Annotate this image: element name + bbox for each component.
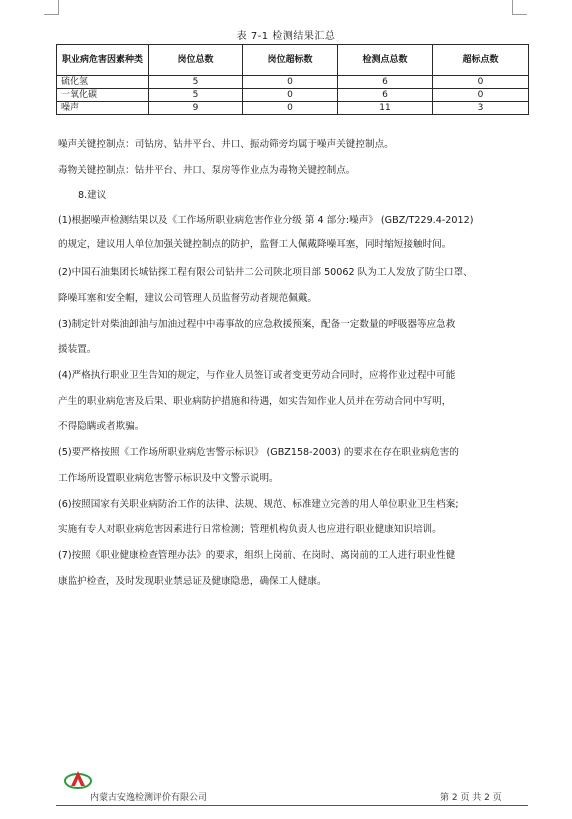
footer-company-name: 内蒙古安逸检测评价有限公司 bbox=[90, 793, 208, 803]
table-row bbox=[57, 89, 529, 102]
suggestion-4-line-1: (4)严格执行职业卫生告知的规定，与作业人员签订或者变更劳动合同时，应将作业过程中可能 bbox=[58, 370, 456, 381]
suggestion-3-line-2: 援装置。 bbox=[58, 344, 97, 355]
header-point-exceed: 超标点数 bbox=[433, 45, 529, 76]
table-header-row bbox=[57, 45, 529, 76]
suggestion-2-line-1: (2)中国石油集团长城钻探工程有限公司钻井二公司陕北项目部 50062 队为工人发放了防尘口罩、 bbox=[58, 267, 473, 278]
table-cell: 6 bbox=[338, 89, 433, 102]
suggestion-1-line-2: 的规定，建议用人单位加强关键控制点的防护，监督工人佩戴降噪耳塞，同时缩短接触时间。 bbox=[58, 239, 452, 250]
table-row bbox=[57, 102, 529, 115]
suggestion-6-line-2: 实施有专人对职业病危害因素进行日常检测；管理机构负责人也应进行职业健康知识培训。 bbox=[58, 524, 442, 535]
table-row bbox=[57, 76, 529, 89]
suggestion-4-line-2: 产生的职业病危害及后果、职业病防护措施和待遇，如实告知作业人员并在劳动合同中写明， bbox=[58, 396, 452, 407]
table-cell: 0 bbox=[243, 102, 338, 115]
header-post-total: 岗位总数 bbox=[149, 45, 243, 76]
header-hazard-type: 职业病危害因素种类 bbox=[57, 45, 149, 76]
table-cell: 噪声 bbox=[57, 102, 149, 115]
footer-page-number: 第 2 页 共 2 页 bbox=[440, 793, 502, 803]
suggestion-7-line-1: (7)按照《职业健康检查管理办法》的要求，组织上岗前、在岗时、离岗前的工人进行职业性健 bbox=[58, 550, 456, 561]
header-post-exceed: 岗位超标数 bbox=[243, 45, 338, 76]
suggestion-5-line-2: 工作场所设置职业病危害警示标识及中文警示说明。 bbox=[58, 473, 279, 484]
toxic-control-points: 毒物关键控制点：钻井平台、井口、泵房等作业点为毒物关键控制点。 bbox=[58, 165, 356, 176]
section-heading: 8.建议 bbox=[78, 190, 107, 201]
table-cell: 0 bbox=[243, 76, 338, 89]
header-point-total: 检测点总数 bbox=[338, 45, 433, 76]
page-corner-mark-left bbox=[44, 0, 59, 15]
table-cell: 5 bbox=[149, 89, 243, 102]
table-cell: 一氧化碳 bbox=[57, 89, 149, 102]
table-cell: 6 bbox=[338, 76, 433, 89]
table-cell: 5 bbox=[149, 76, 243, 89]
suggestion-6-line-1: (6)按照国家有关职业病防治工作的法律、法规、规范、标准建立完善的用人单位职业卫生档案; bbox=[58, 499, 459, 510]
results-summary-table bbox=[56, 44, 529, 115]
table-cell: 3 bbox=[433, 102, 529, 115]
company-logo-icon bbox=[62, 768, 94, 790]
suggestion-7-line-2: 康监护检查，及时发现职业禁忌证及健康隐患，确保工人健康。 bbox=[58, 576, 327, 587]
suggestion-2-line-2: 降噪耳塞和安全帽，建议公司管理人员监督劳动者规范佩戴。 bbox=[58, 293, 318, 304]
suggestion-4-line-3: 不得隐瞒或者欺骗。 bbox=[58, 421, 145, 432]
footer-divider bbox=[56, 805, 528, 806]
table-cell: 0 bbox=[433, 89, 529, 102]
table-cell: 0 bbox=[433, 76, 529, 89]
noise-control-points: 噪声关键控制点：司钻房、钻井平台、井口、振动筛旁均属于噪声关键控制点。 bbox=[58, 139, 394, 150]
table-cell: 9 bbox=[149, 102, 243, 115]
table-cell: 0 bbox=[243, 89, 338, 102]
suggestion-5-line-1: (5)要严格按照《工作场所职业病危害警示标识》 (GBZ158-2003) 的要求在存在职业病危害的 bbox=[58, 447, 459, 458]
page-corner-mark-right bbox=[512, 0, 527, 15]
table-cell: 硫化氢 bbox=[57, 76, 149, 89]
table-cell: 11 bbox=[338, 102, 433, 115]
suggestion-3-line-1: (3)制定针对柴油卸油与加油过程中中毒事故的应急救援预案，配备一定数量的呼吸器等应急救 bbox=[58, 319, 456, 330]
table-caption: 表 7-1 检测结果汇总 bbox=[236, 31, 336, 42]
suggestion-1-line-1: (1)根据噪声检测结果以及《工作场所职业病危害作业分级 第 4 部分:噪声》 (GBZ/T229.4-2012) bbox=[58, 215, 474, 226]
